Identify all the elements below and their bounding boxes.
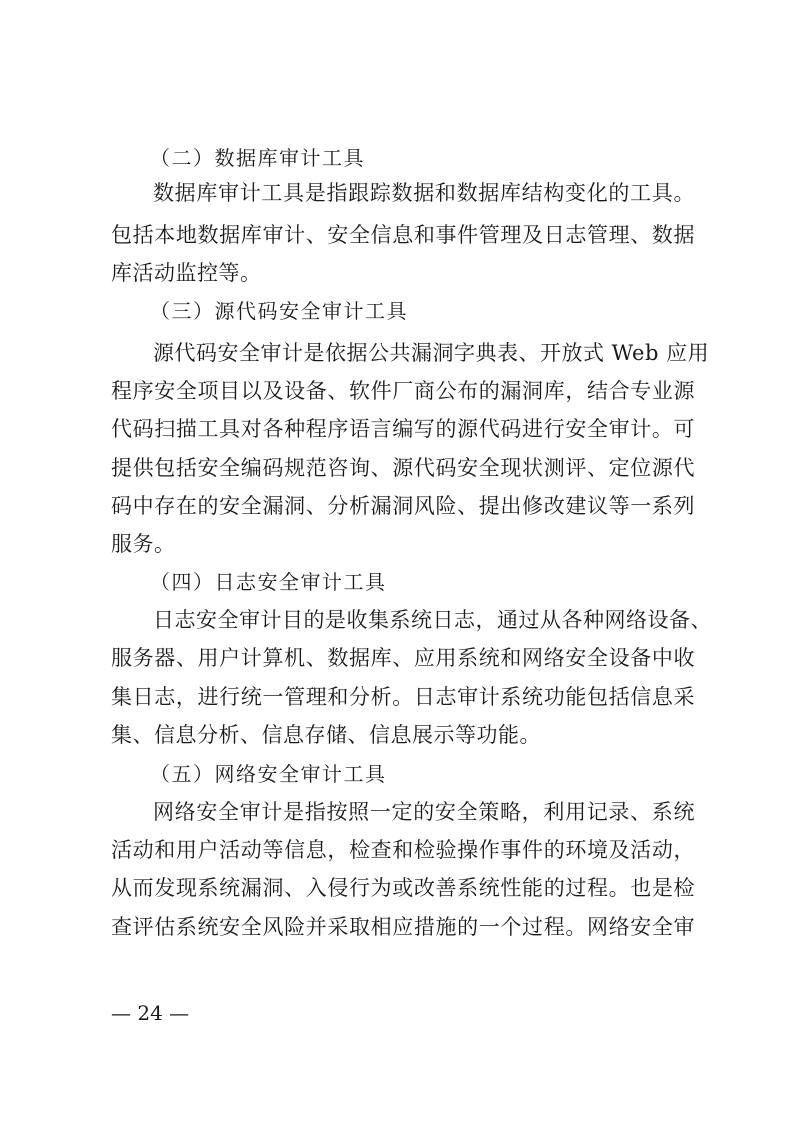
paragraph-line: 提供包括安全编码规范咨询、源代码安全现状测评、定位源代 [111,456,695,480]
paragraph-line: 源代码安全审计是依据公共漏洞字典表、开放式 Web 应用 [153,341,710,365]
paragraph-line: 活动和用户活动等信息，检查和检验操作事件的环境及活动， [111,838,695,862]
paragraph-line: 服务器、用户计算机、数据库、应用系统和网络安全设备中收 [111,646,695,670]
paragraph-line: 服务。 [111,532,176,556]
section-heading: （二）数据库审计工具 [150,146,365,170]
section-heading: （四）日志安全审计工具 [150,570,387,594]
section-heading: （五）网络安全审计工具 [150,762,387,786]
paragraph-line: 网络安全审计是指按照一定的安全策略，利用记录、系统 [153,800,695,824]
paragraph-line: 日志安全审计目的是收集系统日志，通过从各种网络设备、 [153,608,712,632]
paragraph-line: 库活动监控等。 [111,261,262,285]
paragraph-line: 程序安全项目以及设备、软件厂商公布的漏洞库，结合专业源 [111,379,695,403]
paragraph-line: 码中存在的安全漏洞、分析漏洞风险、提出修改建议等一系列 [111,494,695,518]
paragraph-line: 代码扫描工具对各种程序语言编写的源代码进行安全审计。可 [111,417,695,441]
paragraph-line: 数据库审计工具是指跟踪数据和数据库结构变化的工具。 [153,181,695,205]
paragraph-line: 集、信息分析、信息存储、信息展示等功能。 [111,723,541,747]
paragraph-line: 集日志，进行统一管理和分析。日志审计系统功能包括信息采 [111,685,695,709]
paragraph-line: 包括本地数据库审计、安全信息和事件管理及日志管理、数据 [111,223,695,247]
paragraph-line: 查评估系统安全风险并采取相应措施的一个过程。网络安全审 [111,915,695,939]
section-heading: （三）源代码安全审计工具 [150,299,408,323]
page-number: — 24 — [111,1001,190,1025]
paragraph-line: 从而发现系统漏洞、入侵行为或改善系统性能的过程。也是检 [111,876,695,900]
